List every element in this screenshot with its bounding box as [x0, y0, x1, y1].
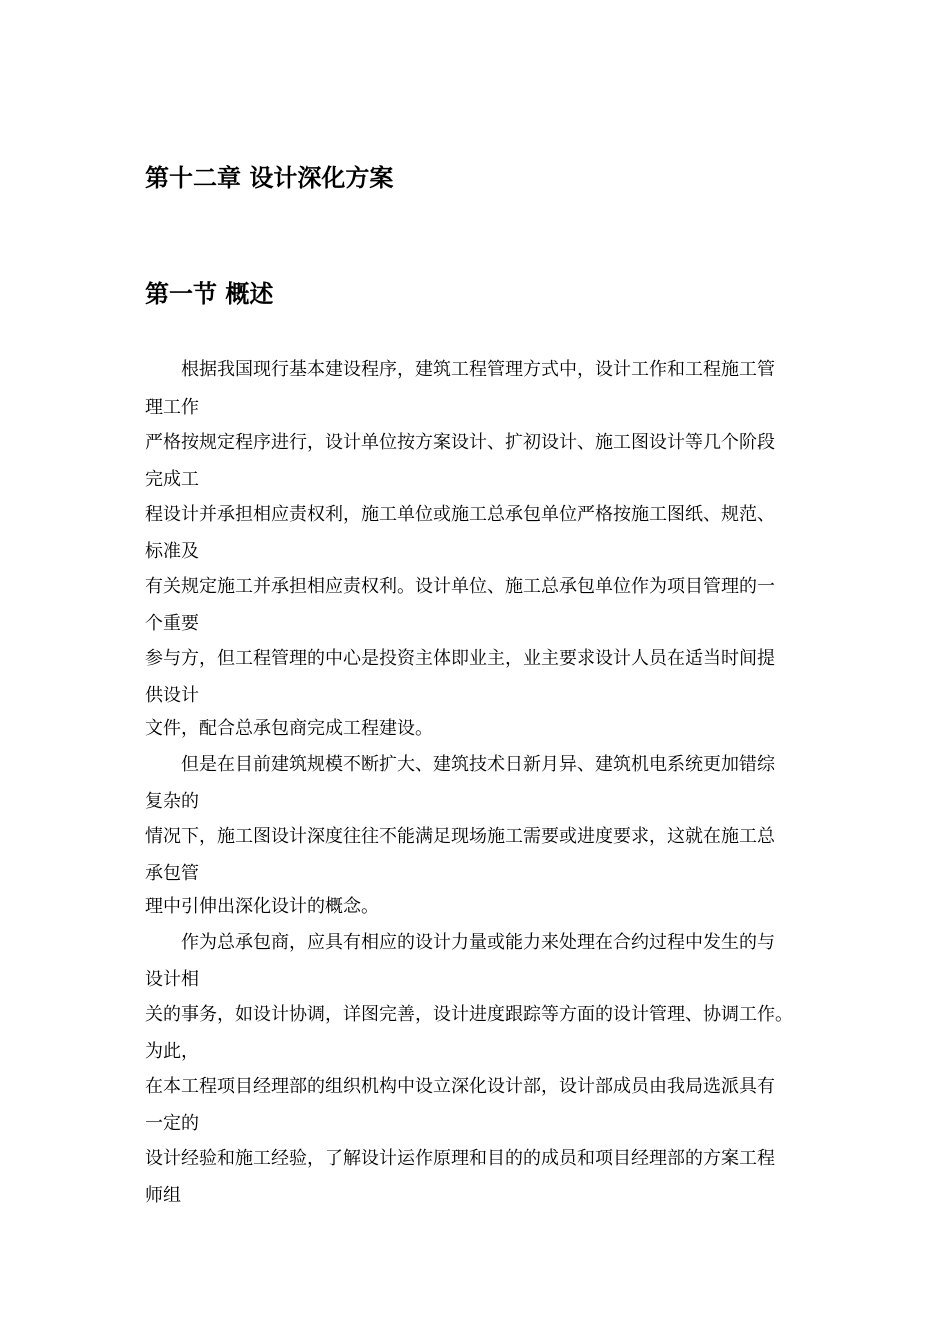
paragraph-line: 完成工	[145, 469, 199, 490]
paragraph-line: 理工作	[145, 397, 199, 418]
paragraph-line: 在本工程项目经理部的组织机构中设立深化设计部，设计部成员由我局选派具有	[145, 1076, 775, 1097]
chapter-title: 第十二章 设计深化方案	[145, 164, 394, 192]
paragraph-line: 承包管	[145, 863, 199, 884]
paragraph-line: 参与方，但工程管理的中心是投资主体即业主，业主要求设计人员在适当时间提	[145, 648, 775, 669]
paragraph-line: 文件，配合总承包商完成工程建设。	[145, 718, 433, 739]
paragraph-line: 情况下，施工图设计深度往往不能满足现场施工需要或进度要求，这就在施工总	[145, 826, 775, 847]
paragraph-line: 程设计并承担相应责权利，施工单位或施工总承包单位严格按施工图纸、规范、	[145, 504, 775, 525]
paragraph-line: 严格按规定程序进行，设计单位按方案设计、扩初设计、施工图设计等几个阶段	[145, 432, 775, 453]
paragraph-line: 师组	[145, 1185, 181, 1206]
paragraph-line: 但是在目前建筑规模不断扩大、建筑技术日新月异、建筑机电系统更加错综	[181, 754, 775, 775]
section-title: 第一节 概述	[145, 280, 274, 308]
paragraph-line: 理中引伸出深化设计的概念。	[145, 896, 379, 917]
paragraph-line: 作为总承包商，应具有相应的设计力量或能力来处理在合约过程中发生的与	[181, 932, 775, 953]
paragraph-line: 关的事务，如设计协调，详图完善，设计进度跟踪等方面的设计管理、协调工作。	[145, 1004, 793, 1025]
paragraph-line: 一定的	[145, 1113, 199, 1134]
paragraph-line: 有关规定施工并承担相应责权利。设计单位、施工总承包单位作为项目管理的一	[145, 576, 775, 597]
paragraph-line: 根据我国现行基本建设程序，建筑工程管理方式中，设计工作和工程施工管	[181, 359, 775, 380]
paragraph-line: 设计经验和施工经验，了解设计运作原理和目的的成员和项目经理部的方案工程	[145, 1148, 775, 1169]
paragraph-line: 设计相	[145, 969, 199, 990]
paragraph-line: 标准及	[145, 541, 199, 562]
paragraph-line: 复杂的	[145, 791, 199, 812]
paragraph-line: 供设计	[145, 685, 199, 706]
paragraph-line: 个重要	[145, 613, 199, 634]
paragraph-line: 为此，	[145, 1041, 199, 1062]
